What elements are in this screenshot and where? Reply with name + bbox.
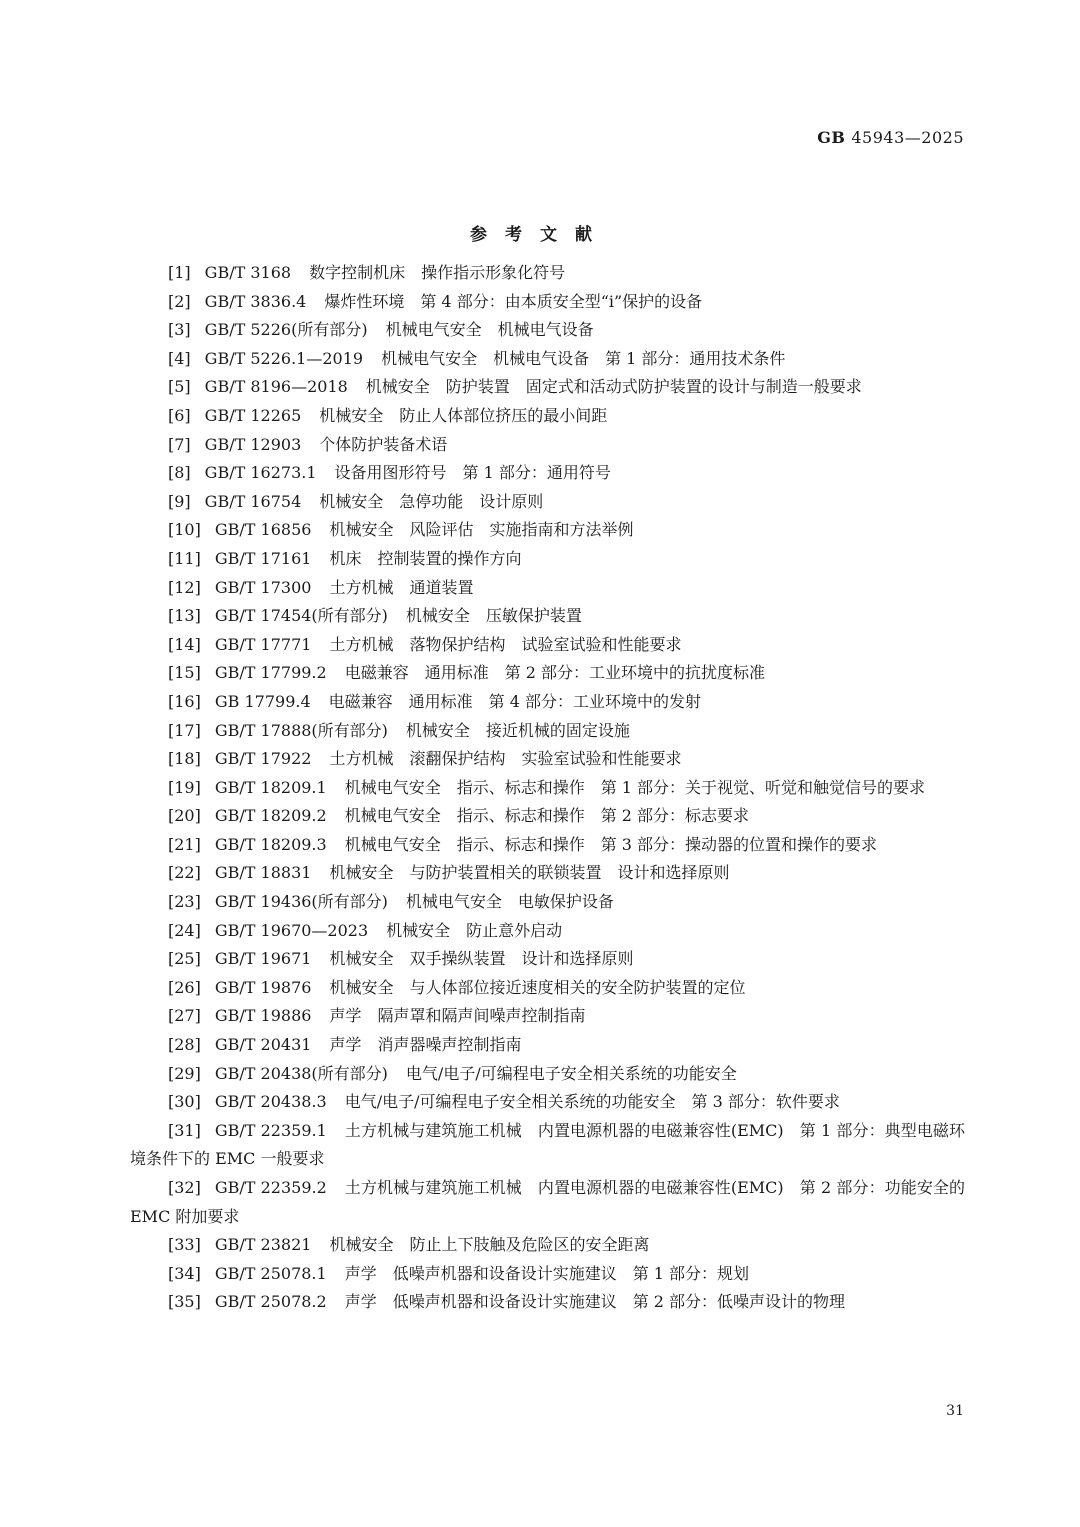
reference-number: [8] (168, 463, 191, 483)
reference-code: GB/T 17799.2 (214, 663, 327, 683)
reference-item (130, 574, 965, 603)
reference-item (130, 802, 965, 831)
reference-code: GB 17799.4 (214, 691, 311, 711)
reference-code: GB/T 22359.1 (214, 1120, 327, 1140)
page-number: 31 (946, 1403, 964, 1419)
reference-item (130, 1117, 965, 1174)
reference-code: GB/T 19671 (214, 949, 312, 969)
reference-code: GB/T 19886 (214, 1006, 312, 1026)
standard-code (817, 128, 964, 147)
reference-title: 机械电气安全 指示、标志和操作 第 3 部分：操动器的位置和操作的要求 (344, 834, 878, 854)
reference-number: [28] (168, 1035, 201, 1055)
reference-title: 机械安全 防止人体部位挤压的最小间距 (319, 405, 608, 425)
standard-number: 45943—2025 (851, 128, 964, 147)
reference-number: [11] (168, 548, 201, 568)
reference-number: [17] (168, 720, 201, 740)
reference-code: GB/T 20438.3 (214, 1092, 327, 1112)
reference-item (130, 1088, 965, 1117)
reference-item (130, 345, 965, 374)
reference-title: 机械安全 风险评估 实施指南和方法举例 (329, 520, 634, 540)
reference-title: 机械电气安全 机械电气设备 (385, 320, 594, 340)
reference-number: [19] (168, 777, 201, 797)
reference-code: GB/T 18209.1 (214, 777, 327, 797)
reference-title: 机械安全 防止上下肢触及危险区的安全距离 (329, 1235, 650, 1255)
reference-number: [13] (168, 606, 201, 626)
reference-number: [4] (168, 348, 191, 368)
reference-number: [9] (168, 491, 191, 511)
reference-title: 土方机械 通道装置 (329, 577, 474, 597)
reference-item (130, 1060, 965, 1089)
reference-code: GB/T 25078.1 (214, 1263, 327, 1283)
reference-title: 声学 低噪声机器和设备设计实施建议 第 2 部分：低噪声设计的物理 (344, 1292, 846, 1312)
reference-code: GB/T 19670—2023 (214, 920, 369, 940)
reference-item (130, 1174, 965, 1231)
reference-code: GB/T 5226.1—2019 (204, 348, 364, 368)
standard-prefix: GB (817, 128, 846, 147)
reference-number: [5] (168, 377, 191, 397)
reference-number: [24] (168, 920, 201, 940)
reference-code: GB/T 12903 (204, 434, 302, 454)
reference-title: 机械安全 与人体部位接近速度相关的安全防护装置的定位 (329, 977, 746, 997)
reference-number: [35] (168, 1292, 201, 1312)
reference-title: 土方机械 落物保护结构 试验室试验和性能要求 (329, 634, 682, 654)
reference-title: 声学 消声器噪声控制指南 (329, 1035, 522, 1055)
reference-code: GB/T 19436(所有部分) (214, 892, 388, 912)
reference-item (130, 259, 965, 288)
reference-title: 电磁兼容 通用标准 第 4 部分：工业环境中的发射 (328, 691, 701, 711)
reference-number: [21] (168, 834, 201, 854)
reference-title: 机械安全 防护装置 固定式和活动式防护装置的设计与制造一般要求 (365, 377, 862, 397)
reference-code: GB/T 16273.1 (204, 463, 317, 483)
reference-number: [1] (168, 263, 191, 282)
reference-code: GB/T 16754 (204, 491, 302, 511)
reference-item (130, 402, 965, 431)
reference-code: GB/T 8196—2018 (204, 377, 348, 397)
reference-item (130, 888, 965, 917)
reference-code: GB/T 18831 (214, 863, 312, 883)
reference-item (130, 1002, 965, 1031)
reference-number: [33] (168, 1235, 201, 1255)
reference-item (130, 1260, 965, 1289)
reference-number: [2] (168, 291, 191, 311)
reference-title: 机床 控制装置的操作方向 (329, 548, 522, 568)
reference-number: [16] (168, 691, 201, 711)
reference-code: GB/T 18209.2 (214, 806, 327, 826)
reference-number: [6] (168, 405, 191, 425)
page-title: 参考文献 (470, 225, 610, 245)
reference-title: 机械安全 防止意外启动 (386, 920, 563, 940)
reference-number: [12] (168, 577, 201, 597)
reference-code: GB/T 17161 (214, 548, 312, 568)
reference-code: GB/T 12265 (204, 405, 302, 425)
reference-code: GB/T 3836.4 (204, 291, 307, 311)
reference-title: 土方机械 滚翻保护结构 实验室试验和性能要求 (329, 749, 682, 769)
reference-title: 电气/电子/可编程电子安全相关系统的功能安全 (405, 1063, 737, 1083)
reference-title: 电磁兼容 通用标准 第 2 部分：工业环境中的抗扰度标准 (344, 663, 766, 683)
reference-item (130, 745, 965, 774)
reference-title: 机械安全 与防护装置相关的联锁装置 设计和选择原则 (329, 863, 730, 883)
reference-title: 机械电气安全 机械电气设备 第 1 部分：通用技术条件 (381, 348, 786, 368)
reference-item (130, 774, 965, 803)
reference-code: GB/T 17454(所有部分) (214, 606, 388, 626)
reference-code: GB/T 3168 (204, 263, 292, 282)
reference-title: 数字控制机床 操作指示形象化符号 (309, 263, 566, 282)
reference-item (130, 488, 965, 517)
reference-number: [3] (168, 320, 191, 340)
reference-code: GB/T 20431 (214, 1035, 312, 1055)
reference-title: 个体防护装备术语 (319, 434, 448, 454)
reference-title: 机械安全 急停功能 设计原则 (319, 491, 544, 511)
reference-number: [23] (168, 892, 201, 912)
reference-number: [18] (168, 749, 201, 769)
reference-title: 土方机械与建筑施工机械 内置电源机器的电磁兼容性(EMC) 第 1 部分：典型电磁环境条件下的 EMC 一般要求 (130, 1120, 965, 1169)
reference-number: [29] (168, 1063, 201, 1083)
reference-item (130, 917, 965, 946)
reference-code: GB/T 16856 (214, 520, 312, 540)
reference-item (130, 316, 965, 345)
reference-item (130, 459, 965, 488)
reference-title: 机械安全 压敏保护装置 (405, 606, 582, 626)
reference-item (130, 945, 965, 974)
reference-item (130, 974, 965, 1003)
reference-number: [26] (168, 977, 201, 997)
reference-number: [20] (168, 806, 201, 826)
reference-number: [14] (168, 634, 201, 654)
reference-number: [32] (168, 1178, 201, 1197)
reference-code: GB/T 17300 (214, 577, 312, 597)
reference-code: GB/T 25078.2 (214, 1292, 327, 1312)
reference-title: 设备用图形符号 第 1 部分：通用符号 (334, 463, 611, 483)
reference-item (130, 1231, 965, 1260)
reference-code: GB/T 17771 (214, 634, 312, 654)
reference-title: 声学 低噪声机器和设备设计实施建议 第 1 部分：规划 (344, 1263, 750, 1283)
reference-code: GB/T 19876 (214, 977, 312, 997)
reference-number: [34] (168, 1263, 201, 1283)
reference-item (130, 631, 965, 660)
reference-code: GB/T 5226(所有部分) (204, 320, 368, 340)
reference-item (130, 516, 965, 545)
reference-code: GB/T 18209.3 (214, 834, 327, 854)
reference-number: [25] (168, 949, 201, 969)
reference-item (130, 717, 965, 746)
reference-item (130, 288, 965, 317)
reference-title: 机械安全 接近机械的固定设施 (405, 720, 630, 740)
reference-list (130, 259, 965, 1317)
reference-code: GB/T 23821 (214, 1235, 312, 1255)
reference-number: [7] (168, 434, 191, 454)
reference-code: GB/T 17922 (214, 749, 312, 769)
reference-title: 土方机械与建筑施工机械 内置电源机器的电磁兼容性(EMC) 第 2 部分：功能安全的 EMC 附加要求 (130, 1178, 965, 1226)
reference-title: 机械安全 双手操纵装置 设计和选择原则 (329, 949, 634, 969)
reference-item (130, 659, 965, 688)
reference-number: [27] (168, 1006, 201, 1026)
reference-item (130, 545, 965, 574)
reference-number: [22] (168, 863, 201, 883)
reference-item (130, 831, 965, 860)
reference-code: GB/T 17888(所有部分) (214, 720, 388, 740)
reference-title: 电气/电子/可编程电子安全相关系统的功能安全 第 3 部分：软件要求 (344, 1092, 840, 1112)
reference-item (130, 859, 965, 888)
reference-title: 机械电气安全 指示、标志和操作 第 2 部分：标志要求 (344, 806, 750, 826)
reference-title: 机械电气安全 电敏保护设备 (405, 892, 614, 912)
reference-item (130, 1288, 965, 1317)
reference-title: 声学 隔声罩和隔声间噪声控制指南 (329, 1006, 586, 1026)
reference-number: [15] (168, 663, 201, 683)
reference-number: [10] (168, 520, 201, 540)
reference-item (130, 373, 965, 402)
reference-number: [30] (168, 1092, 201, 1112)
reference-code: GB/T 20438(所有部分) (214, 1063, 388, 1083)
reference-title: 爆炸性环境 第 4 部分：由本质安全型“i”保护的设备 (324, 291, 703, 311)
reference-item (130, 431, 965, 460)
reference-item (130, 1031, 965, 1060)
reference-title: 机械电气安全 指示、标志和操作 第 1 部分：关于视觉、听觉和触觉信号的要求 (344, 777, 926, 797)
reference-number: [31] (168, 1120, 201, 1140)
reference-code: GB/T 22359.2 (214, 1178, 327, 1197)
reference-item (130, 688, 965, 717)
reference-item (130, 602, 965, 631)
